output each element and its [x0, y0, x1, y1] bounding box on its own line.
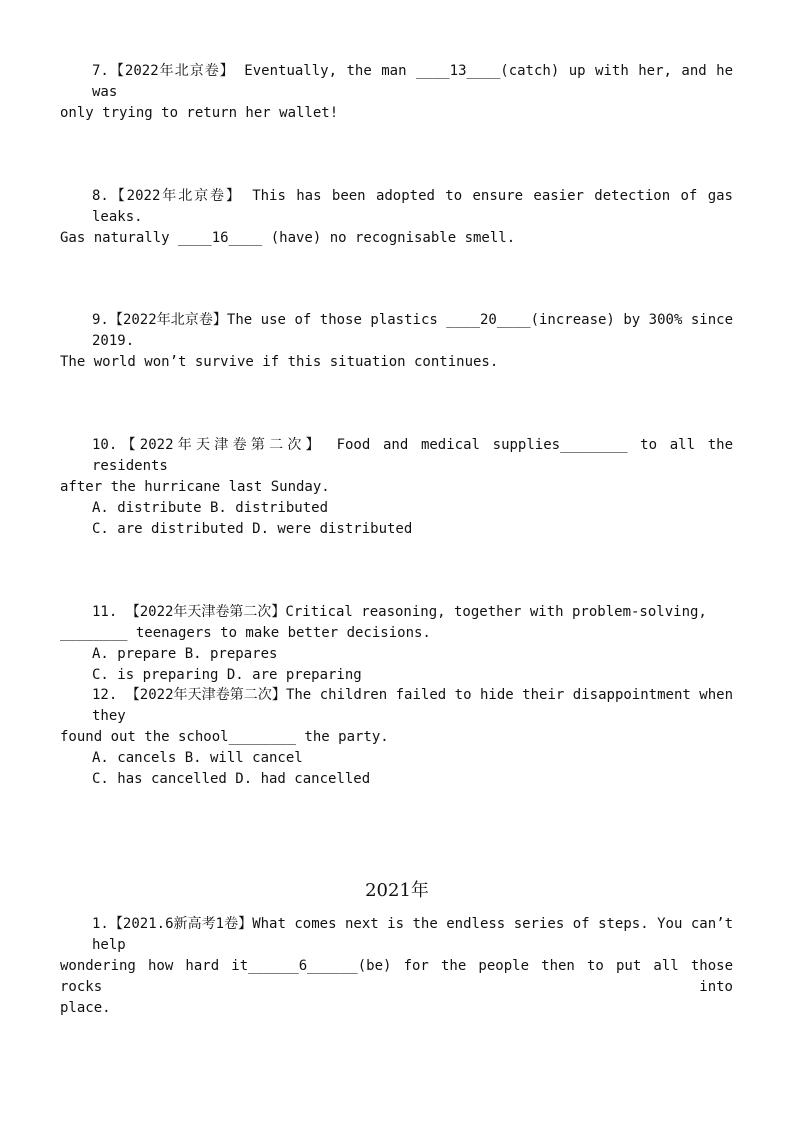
question-8	[60, 186, 733, 249]
question-text: 10.【2022年天津卷第二次】 Food and medical supplies________ to all the residents	[92, 437, 733, 474]
question-text: 7.【2022年北京卷】 Eventually, the man ____13____(catch) up with her, and he was	[92, 63, 733, 100]
question-text: 1.【2021.6新高考1卷】What comes next is the endless series of steps. You can’t help	[92, 916, 733, 953]
question-text: 12. 【2022年天津卷第二次】The children failed to hide their disappointment when they	[92, 687, 733, 724]
question-text: ________ teenagers to make better decisions.	[60, 625, 431, 641]
question-7	[60, 61, 733, 124]
question-2021-1	[60, 914, 733, 1019]
question-text: 9.【2022年北京卷】The use of those plastics ____20____(increase) by 300% since 2019.	[92, 312, 733, 349]
answer-options: A. cancels B. will cancel	[92, 750, 303, 766]
answer-options: A. prepare B. prepares	[92, 646, 278, 662]
answer-options: C. has cancelled D. had cancelled	[92, 771, 371, 787]
section-heading: 2021年	[365, 880, 429, 901]
question-9	[60, 310, 733, 373]
question-text: only trying to return her wallet!	[60, 105, 339, 121]
question-text: 11. 【2022年天津卷第二次】Critical reasoning, together with problem-solving,	[92, 604, 707, 620]
question-10	[60, 435, 733, 540]
question-12	[60, 685, 733, 790]
question-text: wondering how hard it______6______(be) for the people then to put all those rocks into	[60, 958, 733, 995]
question-text: The world won’t survive if this situation continues.	[60, 354, 499, 370]
question-text: place.	[60, 1000, 111, 1016]
answer-options: C. is preparing D. are preparing	[92, 667, 362, 683]
answer-options: A. distribute B. distributed	[92, 500, 329, 516]
question-text: 8.【2022年北京卷】 This has been adopted to ensure easier detection of gas leaks.	[92, 188, 733, 225]
question-text: Gas naturally ____16____ (have) no recognisable smell.	[60, 230, 516, 246]
answer-options: C. are distributed D. were distributed	[92, 521, 413, 537]
question-11	[60, 602, 733, 686]
question-text: found out the school________ the party.	[60, 729, 389, 745]
question-text: after the hurricane last Sunday.	[60, 479, 330, 495]
